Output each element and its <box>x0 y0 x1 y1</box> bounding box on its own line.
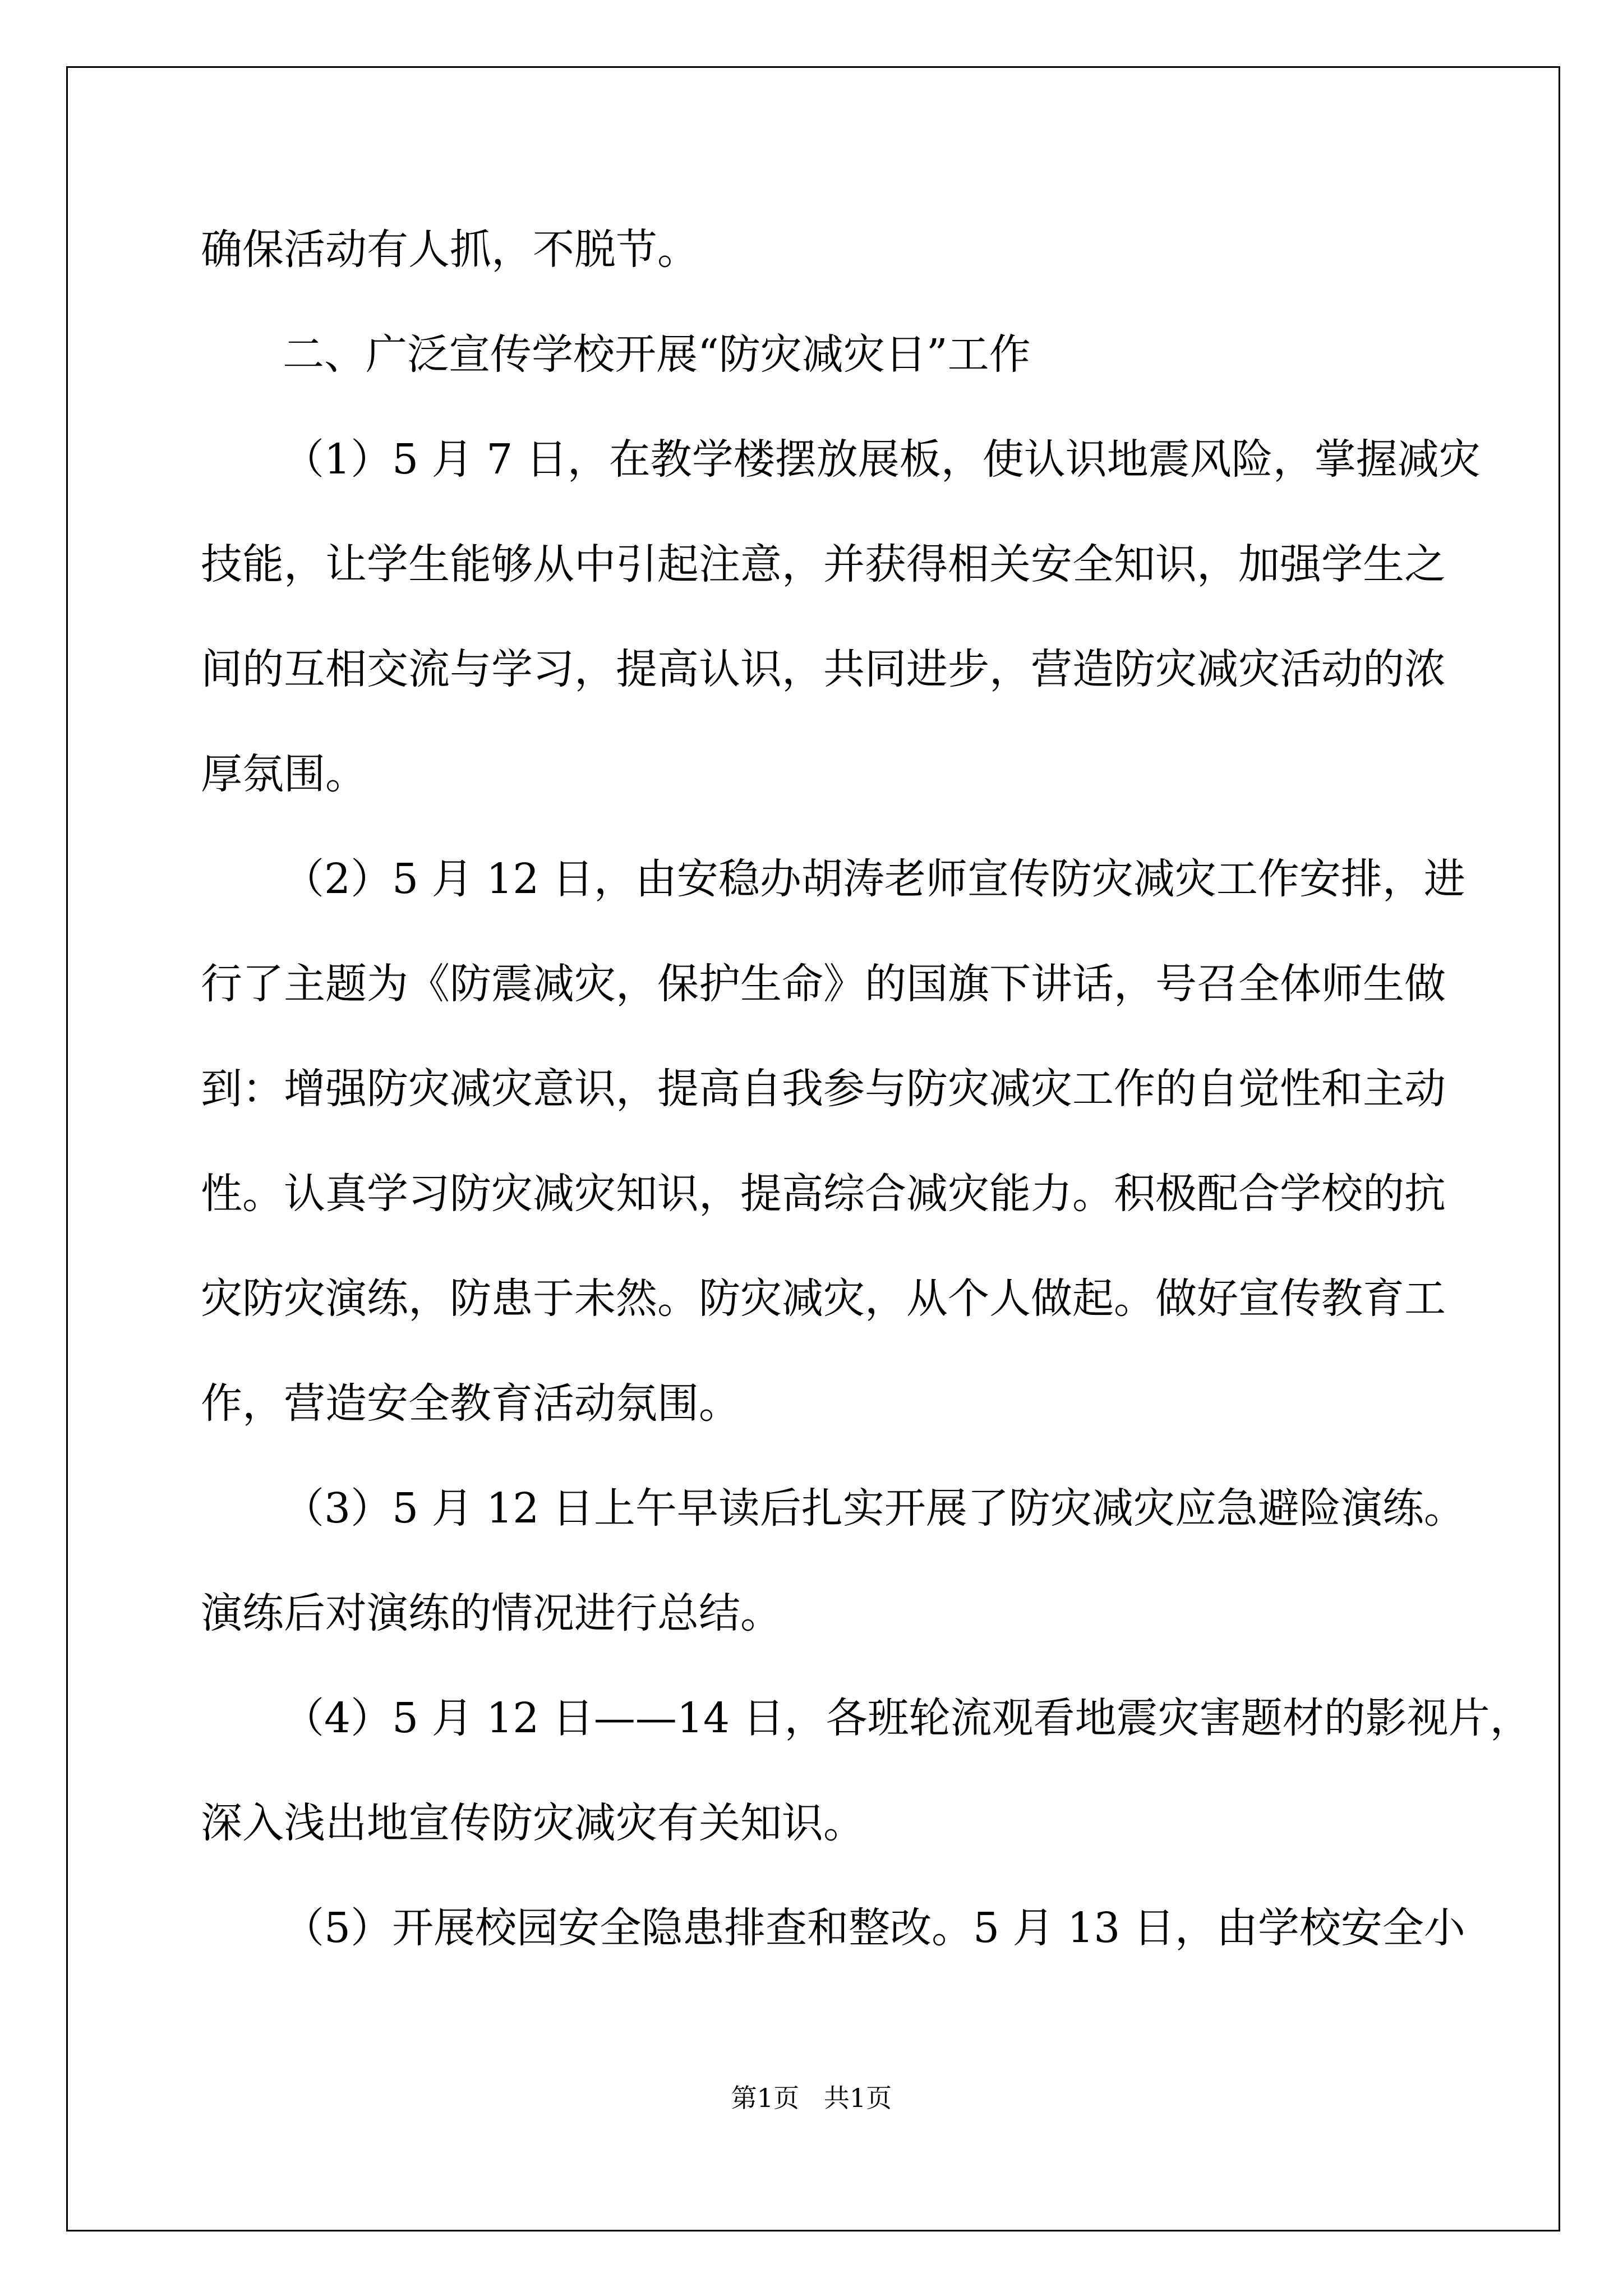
section-heading: 二、广泛宣传学校开展“防灾减灾日”工作 <box>283 330 1031 379</box>
body-line-11: 灾防灾演练，防患于未然。防灾减灾，从个人做起。做好宣传教育工 <box>201 1274 1446 1323</box>
body-line-4: 技能，让学生能够从中引起注意，并获得相关安全知识，加强学生之 <box>201 540 1446 588</box>
body-line-17: （5）开展校园安全隐患排查和整改。5 月 13 日，由学校安全小 <box>283 1904 1465 1952</box>
body-line-8: 行了主题为《防震减灾，保护生命》的国旗下讲话，号召全体师生做 <box>201 960 1446 1008</box>
body-line-5: 间的互相交流与学习，提高认识，共同进步，营造防灾减灾活动的浓 <box>201 645 1446 693</box>
body-line-7: （2）5 月 12 日，由安稳办胡涛老师宣传防灾减灾工作安排，进 <box>283 855 1465 903</box>
body-line-6: 厚氛围。 <box>201 750 367 798</box>
body-line-15: （4）5 月 12 日——14 日，各班轮流观看地震灾害题材的影视片， <box>283 1694 1532 1742</box>
page-number-footer: 第1页 共1页 <box>731 2083 892 2113</box>
body-line-3: （1）5 月 7 日，在教学楼摆放展板，使认识地震风险，掌握减灾 <box>283 435 1481 484</box>
body-line-13: （3）5 月 12 日上午早读后扎实开展了防灾减灾应急避险演练。 <box>283 1484 1465 1533</box>
body-line-12: 作，营造安全教育活动氛围。 <box>201 1379 740 1428</box>
body-line-9: 到：增强防灾减灾意识，提高自我参与防灾减灾工作的自觉性和主动 <box>201 1065 1446 1113</box>
body-line-16: 深入浅出地宣传防灾减灾有关知识。 <box>201 1799 865 1847</box>
body-line-14: 演练后对演练的情况进行总结。 <box>201 1589 782 1637</box>
body-line-10: 性。认真学习防灾减灾知识，提高综合减灾能力。积极配合学校的抗 <box>201 1170 1446 1218</box>
body-line-1: 确保活动有人抓，不脱节。 <box>201 226 699 274</box>
